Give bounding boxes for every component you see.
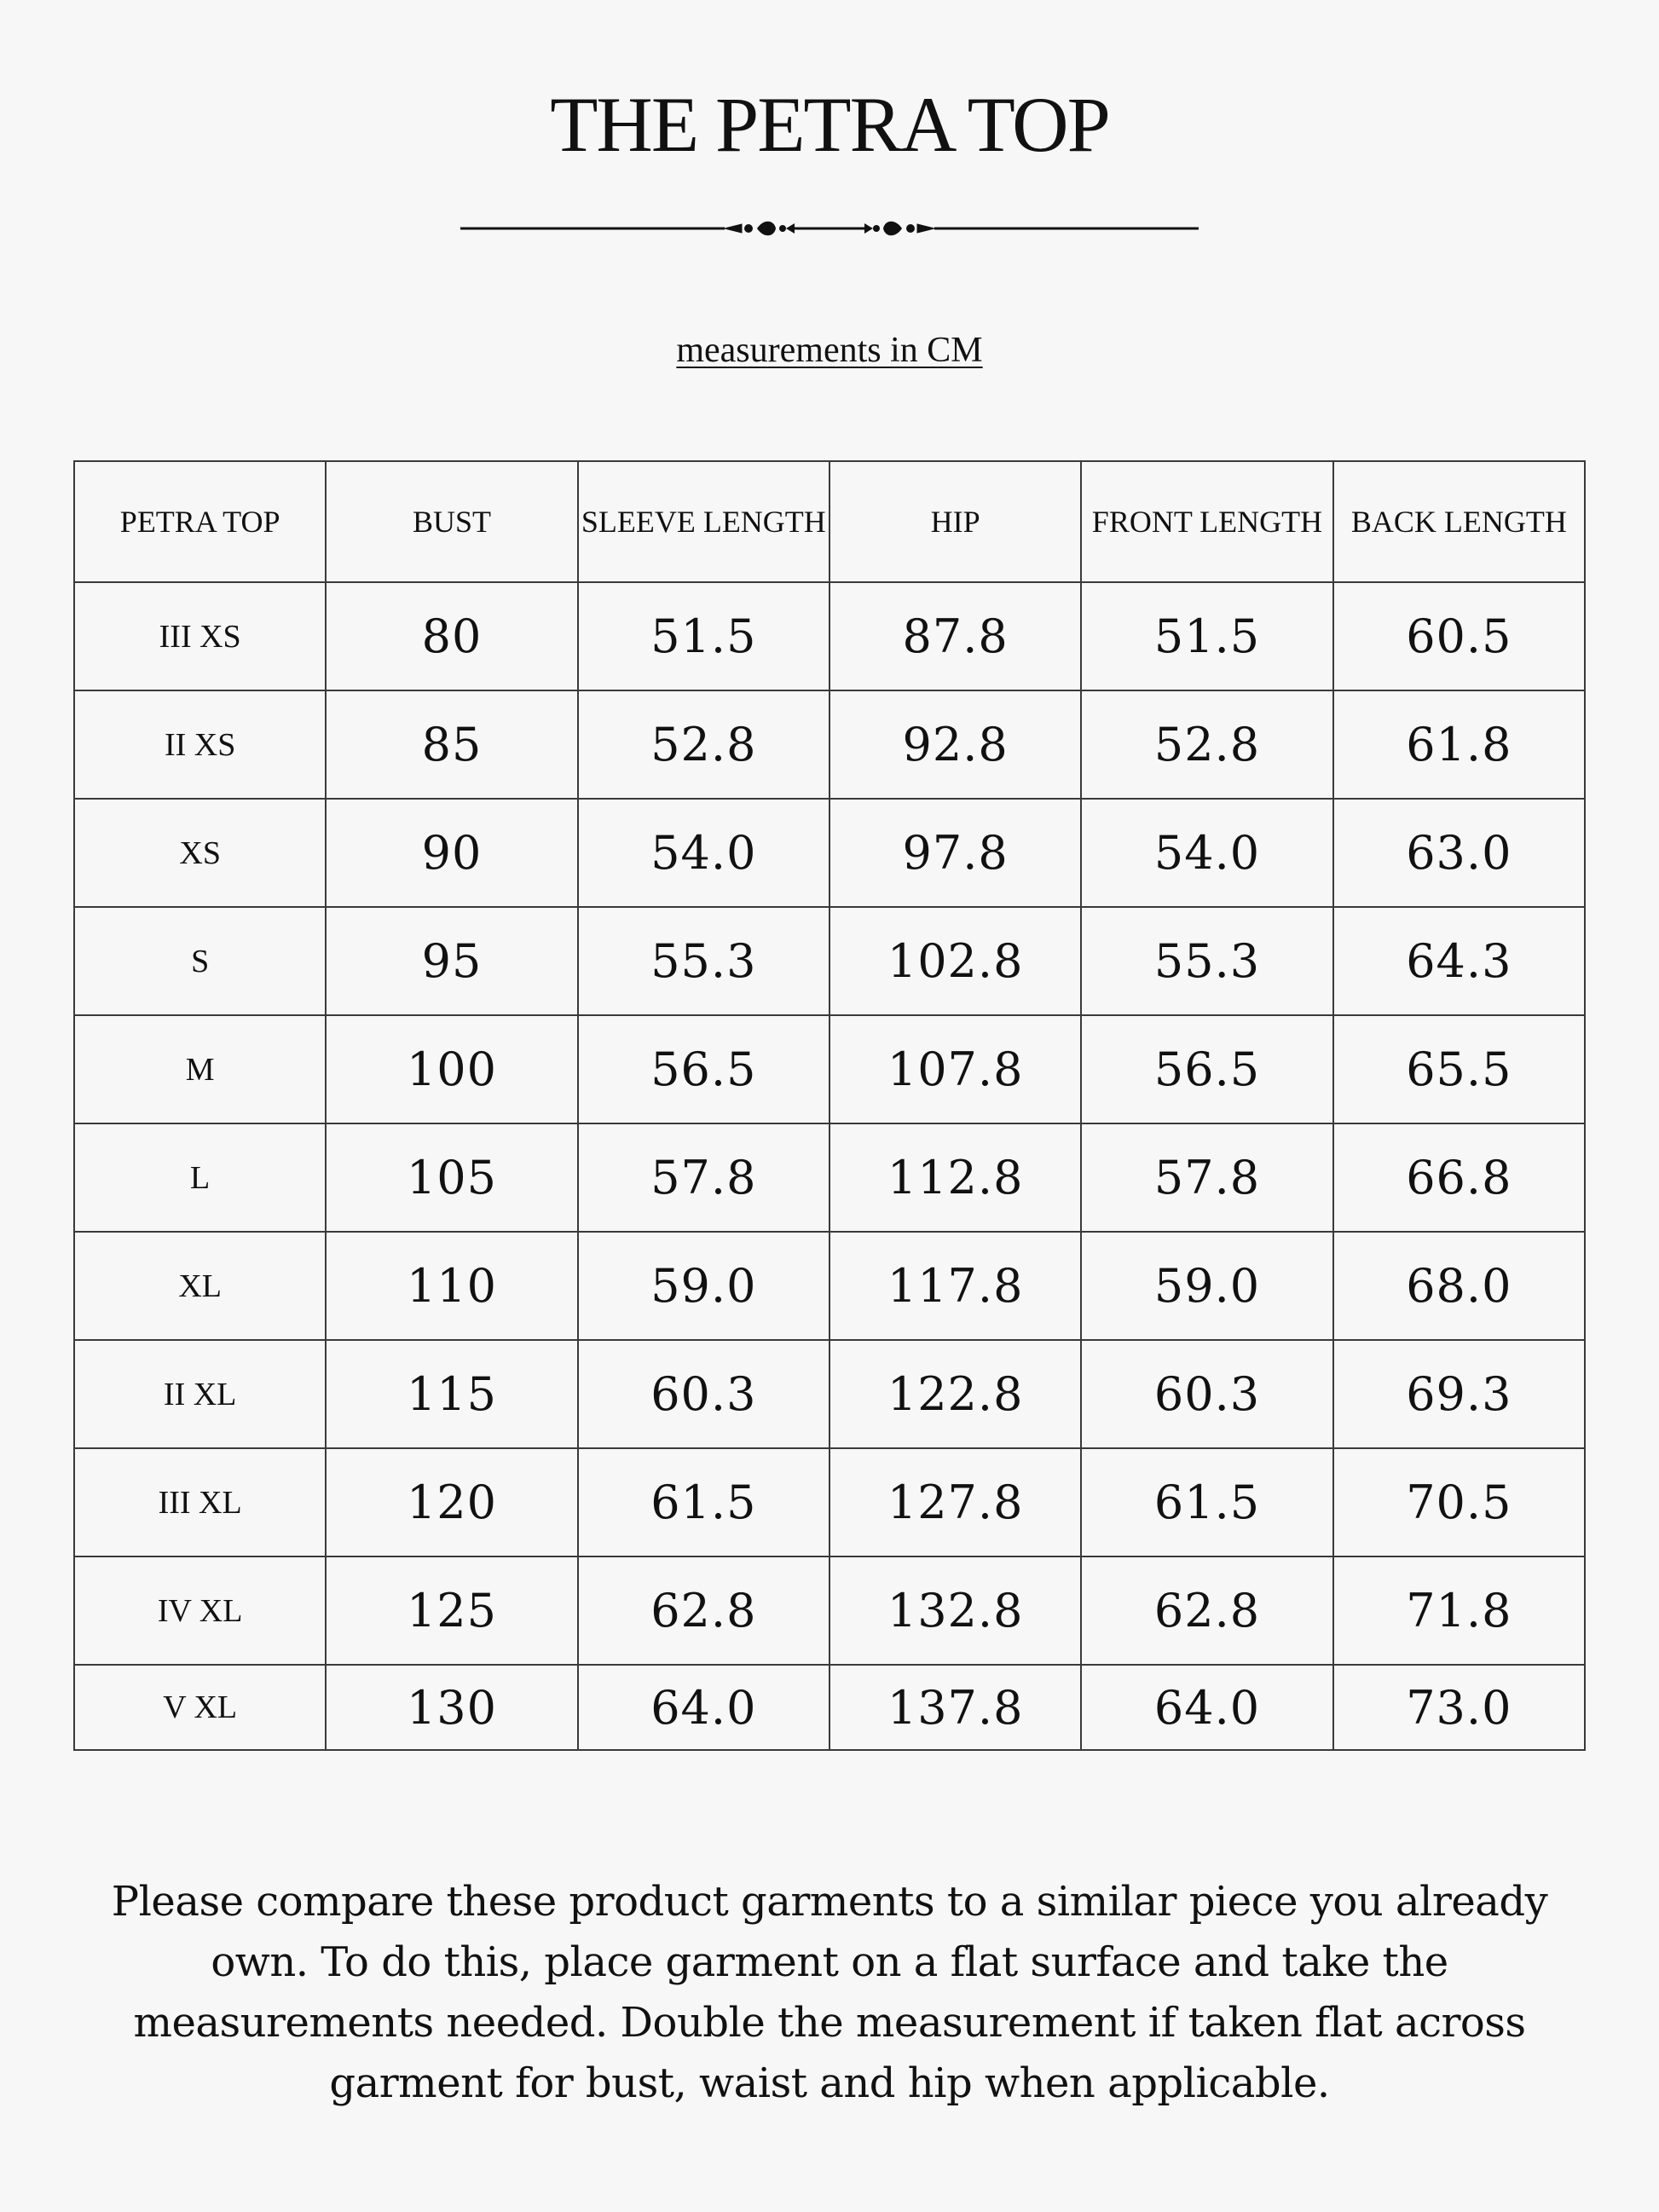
size-cell: II XS	[74, 690, 326, 799]
bust-cell: 90	[326, 799, 577, 907]
sleeve-length-cell: 59.0	[578, 1232, 830, 1340]
size-cell: XS	[74, 799, 326, 907]
front-length-cell: 56.5	[1081, 1015, 1332, 1123]
ornamental-divider	[460, 211, 1199, 245]
hip-cell: 102.8	[830, 907, 1081, 1015]
hip-cell: 122.8	[830, 1340, 1081, 1448]
table-row	[74, 907, 1585, 1015]
back-length-cell: 61.8	[1333, 690, 1585, 799]
hip-cell: 87.8	[830, 582, 1081, 690]
hip-cell: 127.8	[830, 1448, 1081, 1556]
back-length-cell: 68.0	[1333, 1232, 1585, 1340]
bust-cell: 95	[326, 907, 577, 1015]
hip-cell: 117.8	[830, 1232, 1081, 1340]
front-length-cell: 64.0	[1081, 1665, 1332, 1750]
hip-cell: 137.8	[830, 1665, 1081, 1750]
size-cell: S	[74, 907, 326, 1015]
size-chart-table	[73, 460, 1586, 1751]
size-cell: V XL	[74, 1665, 326, 1750]
hip-cell: 92.8	[830, 690, 1081, 799]
back-length-cell: 69.3	[1333, 1340, 1585, 1448]
bust-cell: 130	[326, 1665, 577, 1750]
size-cell: M	[74, 1015, 326, 1123]
bust-cell: 80	[326, 582, 577, 690]
table-row	[74, 1340, 1585, 1448]
bust-cell: 100	[326, 1015, 577, 1123]
bust-cell: 125	[326, 1556, 577, 1665]
sleeve-length-cell: 64.0	[578, 1665, 830, 1750]
back-length-cell: 73.0	[1333, 1665, 1585, 1750]
table-row	[74, 1665, 1585, 1750]
table-row	[74, 582, 1585, 690]
size-cell: II XL	[74, 1340, 326, 1448]
size-cell: III XS	[74, 582, 326, 690]
header-sleeve-length: SLEEVE LENGTH	[578, 461, 830, 582]
hip-cell: 107.8	[830, 1015, 1081, 1123]
back-length-cell: 71.8	[1333, 1556, 1585, 1665]
table-row	[74, 1448, 1585, 1556]
back-length-cell: 64.3	[1333, 907, 1585, 1015]
sleeve-length-cell: 61.5	[578, 1448, 830, 1556]
front-length-cell: 61.5	[1081, 1448, 1332, 1556]
header-hip: HIP	[830, 461, 1081, 582]
sleeve-length-cell: 56.5	[578, 1015, 830, 1123]
front-length-cell: 52.8	[1081, 690, 1332, 799]
table-row	[74, 1556, 1585, 1665]
bust-cell: 120	[326, 1448, 577, 1556]
header-bust: BUST	[326, 461, 577, 582]
bust-cell: 115	[326, 1340, 577, 1448]
units-subtitle-text: measurements in CM	[676, 331, 983, 370]
sleeve-length-cell: 51.5	[578, 582, 830, 690]
back-length-cell: 66.8	[1333, 1123, 1585, 1232]
measuring-instructions: Please compare these product garments to a similar piece you already own. To do this, place garment on a flat surface and take the measurements needed. Double the measurement if taken flat across garment for bust, waist and hip when applicable.	[111, 1878, 1548, 2107]
size-cell: III XL	[74, 1448, 326, 1556]
table-row	[74, 1015, 1585, 1123]
size-cell: L	[74, 1123, 326, 1232]
front-length-cell: 51.5	[1081, 582, 1332, 690]
units-subtitle	[0, 329, 1659, 372]
front-length-cell: 59.0	[1081, 1232, 1332, 1340]
front-length-cell: 60.3	[1081, 1340, 1332, 1448]
table-row	[74, 1123, 1585, 1232]
size-cell: XL	[74, 1232, 326, 1340]
back-length-cell: 63.0	[1333, 799, 1585, 907]
sleeve-length-cell: 60.3	[578, 1340, 830, 1448]
back-length-cell: 60.5	[1333, 582, 1585, 690]
back-length-cell: 65.5	[1333, 1015, 1585, 1123]
bust-cell: 85	[326, 690, 577, 799]
sleeve-length-cell: 62.8	[578, 1556, 830, 1665]
header-size: PETRA TOP	[74, 461, 326, 582]
sleeve-length-cell: 57.8	[578, 1123, 830, 1232]
table-header-row	[74, 461, 1585, 582]
front-length-cell: 57.8	[1081, 1123, 1332, 1232]
hip-cell: 97.8	[830, 799, 1081, 907]
size-cell: IV XL	[74, 1556, 326, 1665]
sleeve-length-cell: 54.0	[578, 799, 830, 907]
page-title: THE PETRA TOP	[550, 81, 1109, 168]
sleeve-length-cell: 55.3	[578, 907, 830, 1015]
header-front-length: FRONT LENGTH	[1081, 461, 1332, 582]
header-back-length: BACK LENGTH	[1333, 461, 1585, 582]
table-row	[74, 799, 1585, 907]
front-length-cell: 62.8	[1081, 1556, 1332, 1665]
bust-cell: 105	[326, 1123, 577, 1232]
hip-cell: 132.8	[830, 1556, 1081, 1665]
front-length-cell: 55.3	[1081, 907, 1332, 1015]
front-length-cell: 54.0	[1081, 799, 1332, 907]
sleeve-length-cell: 52.8	[578, 690, 830, 799]
back-length-cell: 70.5	[1333, 1448, 1585, 1556]
table-row	[74, 690, 1585, 799]
bust-cell: 110	[326, 1232, 577, 1340]
hip-cell: 112.8	[830, 1123, 1081, 1232]
table-row	[74, 1232, 1585, 1340]
